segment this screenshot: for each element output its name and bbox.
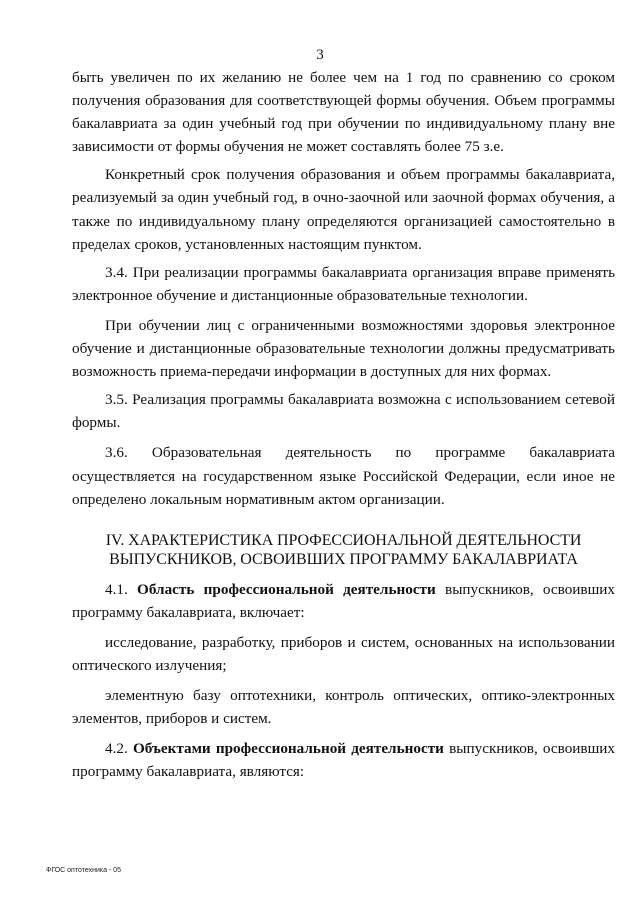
paragraph-4-1 (72, 578, 615, 624)
paragraph-3-4: 3.4. При реализации программы бакалавриата организация вправе применять электронное обучение и дистанционные образовательные технологии. (72, 263, 615, 304)
section-heading-line1: IV. ХАРАКТЕРИСТИКА ПРОФЕССИОНАЛЬНОЙ ДЕЯТЕЛЬНОСТИ (105, 531, 582, 549)
list-item-research: исследование, разработку, приборов и систем, основанных на использовании оптического излучения; (72, 633, 615, 674)
section-heading (72, 531, 615, 570)
page-body (72, 66, 615, 783)
paragraph-3-6: 3.6. Образовательная деятельность по программе бакалавриата осуществляется на государственном языке Российской Федерации, если иное не определено локальным нормативным актом организации. (72, 444, 615, 508)
item-4-2-term: Объектами профессиональной деятельности (132, 740, 444, 758)
item-4-2-number: 4.2. (105, 740, 128, 758)
paragraph-duration-volume: Конкретный срок получения образования и объем программы бакалавриата, реализуемый за один учебный год, в очно-заочной или заочной формах обучения, а также по индивидуальному плану определяются организацией самостоятельно в пределах сроков, установленных настоящим пунктом. (72, 166, 615, 253)
item-4-1-term: Область профессиональной деятельности (137, 580, 436, 598)
paragraph-continuation: быть увеличен по их желанию не более чем на 1 год по сравнению со сроком получения образования для соответствующей формы обучения. Объем программы бакалавриата за один учебный год при обучении по индивидуальному плану вне зависимости от формы обучения не может составлять более 75 з.е. (72, 69, 615, 156)
section-heading-line2: ВЫПУСКНИКОВ, ОСВОИВШИХ ПРОГРАММУ БАКАЛАВРИАТА (109, 551, 578, 569)
paragraph-3-5: 3.5. Реализация программы бакалавриата возможна с использованием сетевой формы. (72, 391, 615, 432)
page-number: 3 (316, 47, 324, 63)
item-4-2-text: выпускников, освоивших программу бакалавриата, являются: (72, 740, 616, 781)
item-4-1-text: выпускников, освоивших программу бакалавриата, включает: (72, 580, 616, 621)
item-4-1-number: 4.1. (105, 580, 128, 598)
list-item-element-base: элементную базу оптотехники, контроль оптических, оптико-электронных элементов, приборов и систем. (72, 687, 615, 728)
paragraph-disabilities: При обучении лиц с ограниченными возможностями здоровья электронное обучение и дистанционные образовательные технологии должны предусматривать возможность приема-передачи информации в доступных для них формах. (72, 316, 615, 381)
footer-label: ФГОС оптотехника - 05 (46, 867, 121, 874)
paragraph-4-2 (72, 737, 615, 783)
